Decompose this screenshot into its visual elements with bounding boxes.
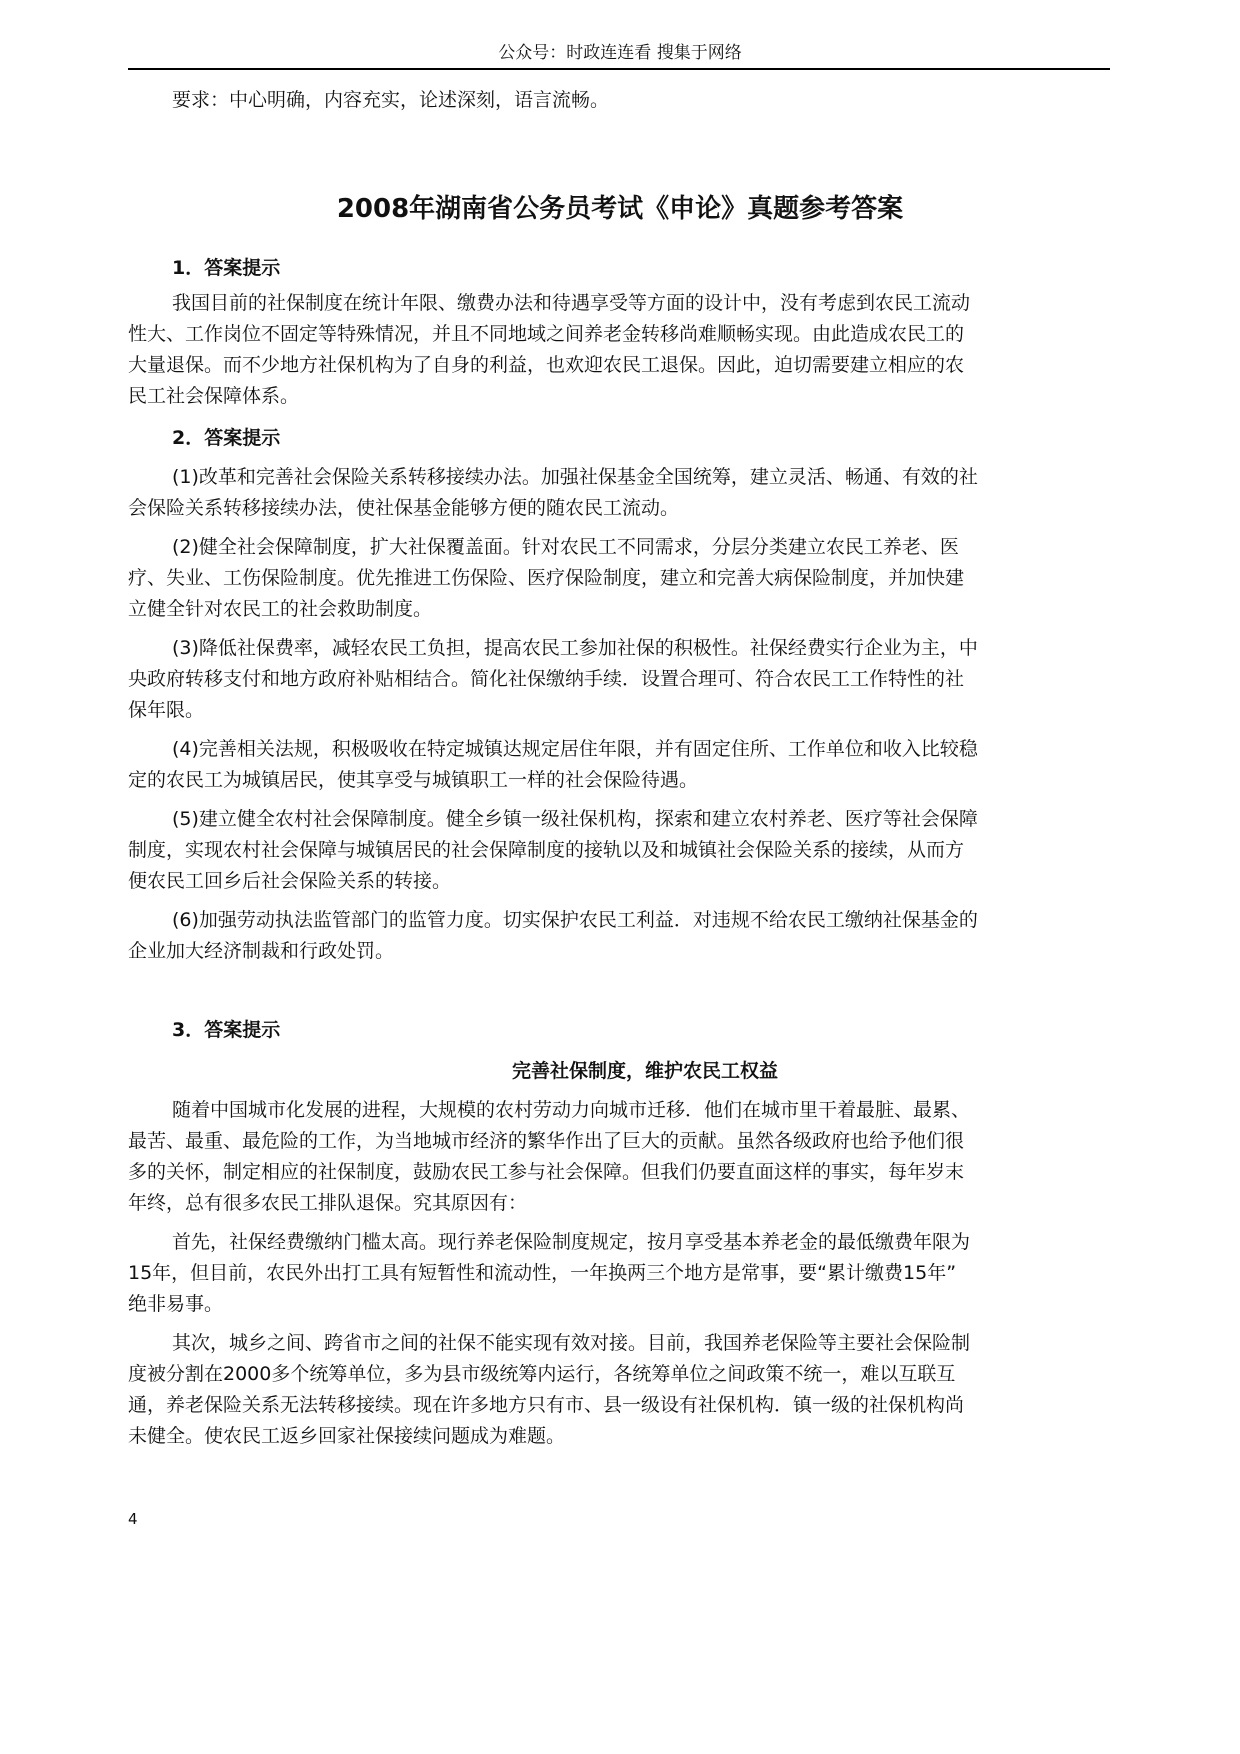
section-1 [128, 253, 1118, 412]
header-rule [128, 68, 1110, 70]
text-line: 定的农民工为城镇居民，使其享受与城镇职工一样的社会保险待遇。 [128, 769, 699, 791]
paragraph [128, 633, 1118, 726]
text-line: 其次，城乡之间、跨省市之间的社保不能实现有效对接。目前，我国养老保险等主要社会保险制 [172, 1332, 971, 1354]
text-line: 制度，实现农村社会保障与城镇居民的社会保障制度的接轨以及和城镇社会保险关系的接续，从而方 [128, 839, 965, 861]
text-line: 民工社会保障体系。 [128, 385, 300, 407]
text-line: 首先，社保经费缴纳门槛太高。现行养老保险制度规定，按月享受基本养老金的最低缴费年限为 [172, 1231, 971, 1253]
text-line: (3)降低社保费率，减轻农民工负担，提高农民工参加社保的积极性。社保经费实行企业为主，中 [172, 637, 978, 659]
paragraph [128, 1095, 1118, 1219]
paragraph [128, 532, 1118, 625]
text-line: 我国目前的社保制度在统计年限、缴费办法和待遇享受等方面的设计中，没有考虑到农民工流动 [172, 292, 971, 314]
text-line: (1)改革和完善社会保险关系转移接续办法。加强社保基金全国统筹，建立灵活、畅通、有效的社 [172, 466, 978, 488]
text-line: 最苦、最重、最危险的工作，为当地城市经济的繁华作出了巨大的贡献。虽然各级政府也给予他们很 [128, 1130, 965, 1152]
text-line: 央政府转移支付和地方政府补贴相结合。简化社保缴纳手续．设置合理可、符合农民工工作特性的社 [128, 668, 965, 690]
text-line: 15年，但目前，农民外出打工具有短暂性和流动性，一年换两三个地方是常事，要“累计缴费15年” [128, 1262, 957, 1284]
paragraph [128, 462, 1118, 524]
text-line: 绝非易事。 [128, 1293, 224, 1315]
page-header: 公众号：时政连连看 搜集于网络 [498, 43, 742, 63]
requirement-text: 要求：中心明确，内容充实，论述深刻，语言流畅。 [172, 89, 610, 111]
essay-body [128, 1095, 1118, 1452]
document-title: 2008年湖南省公务员考试《申论》真题参考答案 [336, 194, 904, 224]
text-line: 会保险关系转移接续办法，使社保基金能够方便的随农民工流动。 [128, 497, 680, 519]
text-line: 未健全。使农民工返乡回家社保接续问题成为难题。 [128, 1425, 566, 1447]
paragraph [128, 1328, 1118, 1452]
text-line: 通，养老保险关系无法转移接续。现在许多地方只有市、县一级设有社保机构．镇一级的社保机构尚 [128, 1394, 965, 1416]
paragraph [128, 288, 1118, 412]
section-2 [128, 423, 1118, 967]
paragraph [128, 905, 1118, 967]
text-line: 年终，总有很多农民工排队退保。究其原因有： [128, 1192, 528, 1214]
text-line: (2)健全社会保障制度，扩大社保覆盖面。针对农民工不同需求，分层分类建立农民工养老、医 [172, 536, 959, 558]
text-line: 随着中国城市化发展的进程，大规模的农村劳动力向城市迁移．他们在城市里干着最脏、最累、 [172, 1099, 971, 1121]
text-line: 企业加大经济制裁和行政处罚。 [128, 940, 395, 962]
text-line: 便农民工回乡后社会保险关系的转接。 [128, 870, 452, 892]
text-line: (4)完善相关法规，积极吸收在特定城镇达规定居住年限，并有固定住所、工作单位和收入比较稳 [172, 738, 978, 760]
paragraph [128, 734, 1118, 796]
text-line: 性大、工作岗位不固定等特殊情况，并且不同地域之间养老金转移尚难顺畅实现。由此造成农民工的 [128, 323, 965, 345]
text-line: 立健全针对农民工的社会救助制度。 [128, 598, 433, 620]
section-heading: 1．答案提示 [172, 257, 281, 279]
section-heading: 3．答案提示 [172, 1019, 281, 1041]
text-line: (6)加强劳动执法监管部门的监管力度。切实保护农民工利益．对违规不给农民工缴纳社保基金的 [172, 909, 978, 931]
page-number: 4 [128, 1510, 138, 1528]
text-line: 大量退保。而不少地方社保机构为了自身的利益，也欢迎农民工退保。因此，迫切需要建立相应的农 [128, 354, 965, 376]
text-line: 度被分割在2000多个统筹单位，多为县市级统筹内运行，各统筹单位之间政策不统一，难以互联互 [128, 1363, 956, 1385]
text-line: (5)建立健全农村社会保障制度。健全乡镇一级社保机构，探索和建立农村养老、医疗等社会保障 [172, 808, 978, 830]
text-line: 多的关怀，制定相应的社保制度，鼓励农民工参与社会保障。但我们仍要直面这样的事实，每年岁末 [128, 1161, 965, 1183]
essay-title: 完善社保制度，维护农民工权益 [511, 1060, 778, 1082]
requirement [128, 85, 1118, 116]
text-line: 保年限。 [128, 699, 205, 721]
section-heading: 2．答案提示 [172, 427, 281, 449]
text-line: 疗、失业、工伤保险制度。优先推进工伤保险、医疗保险制度，建立和完善大病保险制度，并加快建 [128, 567, 965, 589]
paragraph [128, 1227, 1118, 1320]
section-3 [128, 1015, 1118, 1046]
paragraph [128, 804, 1118, 897]
